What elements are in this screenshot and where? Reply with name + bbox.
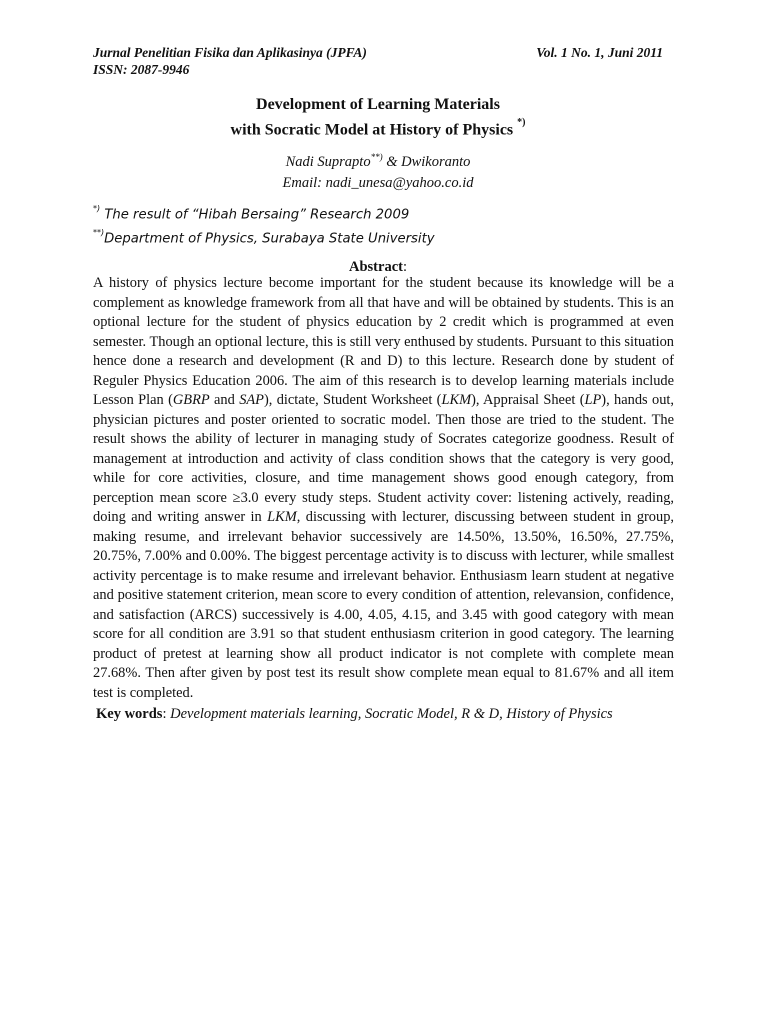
journal-header <box>93 44 663 78</box>
abstract-term-lkm-2: LKM <box>267 509 297 525</box>
keywords-separator: : <box>162 706 171 722</box>
abstract-text-5: , discussing with lecturer, discussing between student in group, making resume, and irrelevant behavior successively are 14.50%, 13.50%, 16.50%, 27.75%, 20.75%, 7.00% and 0.00%. The biggest percentage activity is to discuss with lecturer, while smallest activity percentage is to make resume and irrelevant behavior. Enthusiasm learn student at negative and positive statement criterion, mean score to every condition of attention, relevansion, confidence, and satisfaction (ARCS) successively is 4.00, 4.05, 4.15, and 3.45 with good category with mean score for all condition are 3.91 so that student enthusiasm criterion in good category. The learning product of pretest at learning show all product indicator is not complete with complete mean 27.68%. Then after given by post test its result show complete mean equal to 81.67% and all item test is completed. <box>93 509 674 701</box>
abstract-text-1: A history of physics lecture become important for the student because its knowledge will be a complement as knowledge framework from all that have and will be obtained by students. This is an optional lecture for the student of physics education by 2 credit which is programmed at even semester. Though an optional lecture, this is still very enthused by students. Pursuant to this situation hence done a research and development (R and D) to this lecture. Research done by student of Reguler Physics Education 2006. The aim of this research is to develop learning materials include Lesson Plan ( <box>93 275 674 408</box>
title-footnote-marker: *) <box>517 117 526 128</box>
journal-volume: Vol. 1 No. 1, Juni 2011 <box>536 45 663 60</box>
author-1-marker: **) <box>370 152 383 162</box>
author-1: Nadi Suprapto <box>285 153 371 170</box>
abstract-body <box>93 274 674 703</box>
abstract-text-2: ), dictate, Student Worksheet ( <box>263 392 442 408</box>
abstract-term-sap: SAP <box>239 392 264 408</box>
journal-issn: ISSN: 2087-9946 <box>93 62 190 77</box>
keywords-label: Key words <box>96 706 163 722</box>
keywords-text: Development materials learning, Socratic Model, R & D, History of Physics <box>170 706 613 722</box>
footnote-1 <box>93 201 663 225</box>
footnote-1-text: The result of “Hibah Bersaing” Research 2009 <box>100 207 410 223</box>
title-line-2: with Socratic Model at History of Physics <box>230 121 514 139</box>
abstract-heading-text: Abstract <box>349 259 403 275</box>
author-block <box>93 147 663 194</box>
author-email: Email: nadi_unesa@yahoo.co.id <box>282 174 474 191</box>
footnote-2-text: Department of Physics, Surabaya State University <box>104 231 435 247</box>
abstract-text-3: ), Appraisal Sheet ( <box>471 392 585 408</box>
paper-title <box>93 94 663 140</box>
footnote-2-marker: **) <box>93 228 105 238</box>
abstract-term-lkm: LKM <box>441 392 472 408</box>
abstract-text-and: and <box>209 392 240 408</box>
abstract-term-gbrp: GBRP <box>172 392 210 408</box>
footnote-2 <box>93 225 663 249</box>
journal-name: Jurnal Penelitian Fisika dan Aplikasinya (JPFA) <box>93 45 367 60</box>
abstract-term-lp: LP <box>584 392 602 408</box>
title-line-1: Development of Learning Materials <box>256 96 500 113</box>
footnote-1-marker: *) <box>93 204 101 213</box>
author-2: & Dwikoranto <box>382 153 471 170</box>
keywords-line <box>96 704 676 724</box>
abstract-heading-colon: : <box>402 259 407 275</box>
affiliation-notes <box>93 201 663 250</box>
abstract-text-4: ), hands out, physician pictures and poster oriented to socratic model. Then those are tried to the student. The result shows the ability of lecturer in managing study of Socrates categorize goodness. Result of management at introduction and activity of class condition shows that the category is very good, while for core activities, closure, and time management shows good enough category, from perception mean score ≥3.0 every study steps. Student activity cover: listening actively, reading, doing and writing answer in <box>93 392 674 525</box>
